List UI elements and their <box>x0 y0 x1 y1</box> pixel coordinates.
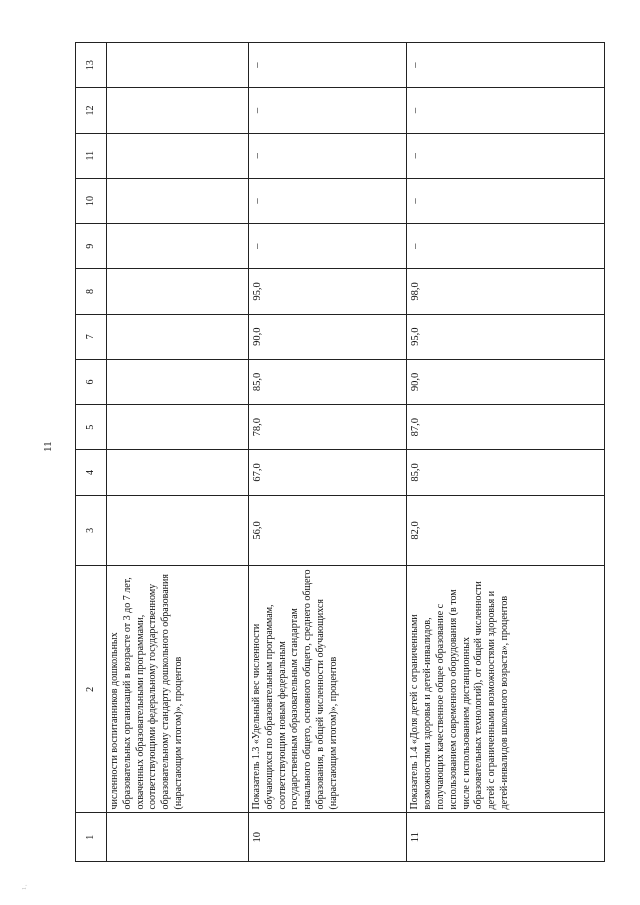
value-cell <box>107 495 249 566</box>
column-header: 13 <box>76 43 107 88</box>
value-cell: – <box>248 88 406 133</box>
value-cell: – <box>248 224 406 269</box>
value-cell: 78,0 <box>248 405 406 450</box>
value-cell: 67,0 <box>248 450 406 495</box>
value-cell: 87,0 <box>407 405 605 450</box>
column-header: 6 <box>76 359 107 404</box>
value-cell: 82,0 <box>407 495 605 566</box>
table-row <box>407 43 605 862</box>
column-header: 4 <box>76 450 107 495</box>
column-header: 8 <box>76 269 107 314</box>
value-cell <box>107 88 249 133</box>
value-cell <box>107 450 249 495</box>
value-cell: – <box>248 178 406 223</box>
indicator-description-cell: Показатель 1.4 «Доля детей с ограниченными возможностями здоровья и детей-инвалидов, получающих качественное общее образование с использованием современного оборудования (в том числе с использованием дистанционных образовательных технологий), от общей численности детей с ограниченными возможностями здоровья и детей-инвалидов школьного возраста», процентов <box>407 566 605 813</box>
row-number-cell: 11 <box>407 813 605 862</box>
column-header: 3 <box>76 495 107 566</box>
column-header: 1 <box>76 813 107 862</box>
value-cell <box>107 405 249 450</box>
value-cell <box>107 43 249 88</box>
table-row <box>248 43 406 862</box>
indicator-description-cell: Показатель 1.3 «Удельный вес численности обучающихся по образовательным программам, соответствующим новым федеральным государственным образовательным стандартам начального общего, основного общего, среднего общего образования, в общей численности обучающихся (нарастающим итогом)», процентов <box>248 566 406 813</box>
indicator-description-cell: численности воспитанников дошкольных образовательных организаций в возрасте от 3 до 7 лет, охваченных образовательными программами, соответствующими федеральному государственному образовательному стандарту дошкольного образования (нарастающим итогом)», процентов <box>107 566 249 813</box>
value-cell: – <box>248 43 406 88</box>
indicator-table <box>75 42 605 862</box>
value-cell <box>107 224 249 269</box>
value-cell: – <box>407 133 605 178</box>
value-cell: 95,0 <box>407 314 605 359</box>
value-cell: – <box>407 224 605 269</box>
row-number-cell: 10 <box>248 813 406 862</box>
value-cell <box>107 133 249 178</box>
table-header-row <box>76 43 107 862</box>
value-cell: 85,0 <box>248 359 406 404</box>
value-cell: 90,0 <box>248 314 406 359</box>
value-cell <box>107 359 249 404</box>
value-cell: 98,0 <box>407 269 605 314</box>
row-number-cell <box>107 813 249 862</box>
column-header: 9 <box>76 224 107 269</box>
value-cell <box>107 314 249 359</box>
rotated-table-wrapper <box>75 42 605 862</box>
value-cell <box>107 269 249 314</box>
value-cell: 56,0 <box>248 495 406 566</box>
scan-artifact: 1, <box>22 883 28 890</box>
page-number: 11 <box>42 441 54 452</box>
value-cell: 85,0 <box>407 450 605 495</box>
value-cell: – <box>407 88 605 133</box>
column-header: 10 <box>76 178 107 223</box>
column-header: 2 <box>76 566 107 813</box>
value-cell <box>107 178 249 223</box>
column-header: 11 <box>76 133 107 178</box>
value-cell: – <box>407 178 605 223</box>
value-cell: – <box>248 133 406 178</box>
value-cell: 95,0 <box>248 269 406 314</box>
column-header: 5 <box>76 405 107 450</box>
column-header: 7 <box>76 314 107 359</box>
value-cell: – <box>407 43 605 88</box>
column-header: 12 <box>76 88 107 133</box>
value-cell: 90,0 <box>407 359 605 404</box>
table-row <box>107 43 249 862</box>
